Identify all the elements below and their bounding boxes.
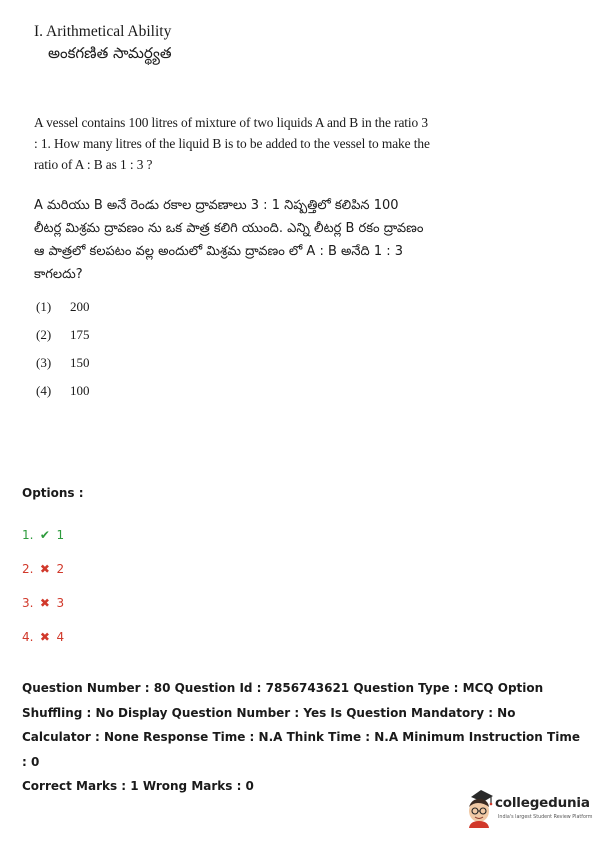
choice-2 [36, 325, 90, 353]
choice-number: (2) [36, 327, 52, 342]
choice-1 [36, 297, 90, 325]
option-value: 2 [56, 562, 65, 576]
options-label: Options : [22, 486, 84, 500]
marks-info: Correct Marks : 1 Wrong Marks : 0 [22, 779, 254, 793]
answer-choices [36, 297, 90, 409]
question-metadata [22, 676, 582, 799]
option-1 [22, 518, 64, 552]
option-number: 2. [22, 562, 34, 576]
choice-value: 200 [70, 299, 90, 314]
option-value: 3 [56, 596, 65, 610]
option-value: 4 [56, 630, 65, 644]
check-icon: ✔ [39, 528, 50, 542]
cross-icon: ✖ [39, 630, 50, 644]
choice-number: (1) [36, 299, 52, 314]
choice-value: 150 [70, 355, 90, 370]
section-title-telugu: అంకగణిత సామర్థ్యత [48, 44, 172, 62]
question-details: Question Number : 80 Question Id : 7856743621 Question Type : MCQ Option Shuffling : No Display Question Number : Yes Is Question Mandatory : No Calculator : None Response Time : N.A Think Time : N.A Minimum Instruction Time : 0 [22, 681, 580, 769]
choice-value: 100 [70, 383, 90, 398]
options-list [22, 518, 64, 654]
option-number: 4. [22, 630, 34, 644]
option-2 [22, 552, 64, 586]
choice-number: (3) [36, 355, 52, 370]
option-number: 3. [22, 596, 34, 610]
collegedunia-logo [462, 788, 592, 830]
option-value: 1 [56, 528, 65, 542]
cross-icon: ✖ [39, 596, 50, 610]
choice-4 [36, 381, 90, 409]
option-number: 1. [22, 528, 34, 542]
cross-icon: ✖ [39, 562, 50, 576]
section-title: I. Arithmetical Ability [34, 23, 172, 40]
option-4 [22, 620, 64, 654]
question-text-english: A vessel contains 100 litres of mixture of two liquids A and B in the ratio 3 : 1. How many litres of the liquid B is to be added to the vessel to make the ratio of A : B as 1 : 3 ? [34, 115, 430, 172]
choice-number: (4) [36, 383, 52, 398]
mascot-icon [462, 788, 496, 828]
option-3 [22, 586, 64, 620]
logo-name: collegedunia [495, 795, 590, 811]
choice-value: 175 [70, 327, 90, 342]
choice-3 [36, 353, 90, 381]
logo-tagline: India's largest Student Review Platform [498, 815, 593, 820]
question-text-telugu: A మరియు B అనే రెండు రకాల ద్రావణాలు 3 : 1 నిష్పత్తిలో కలిపిన 100 లీటర్ల మిశ్రమ ద్రావణం ను ఒక పాత్ర కలిగి యుంది. ఎన్ని లీటర్ల B రకం ద్రావణం ఆ పాత్రలో కలపటం వల్ల అందులో మిశ్రమ ద్రావణం లో A : B అనేది 1 : 3 కాగలదు? [34, 198, 424, 282]
